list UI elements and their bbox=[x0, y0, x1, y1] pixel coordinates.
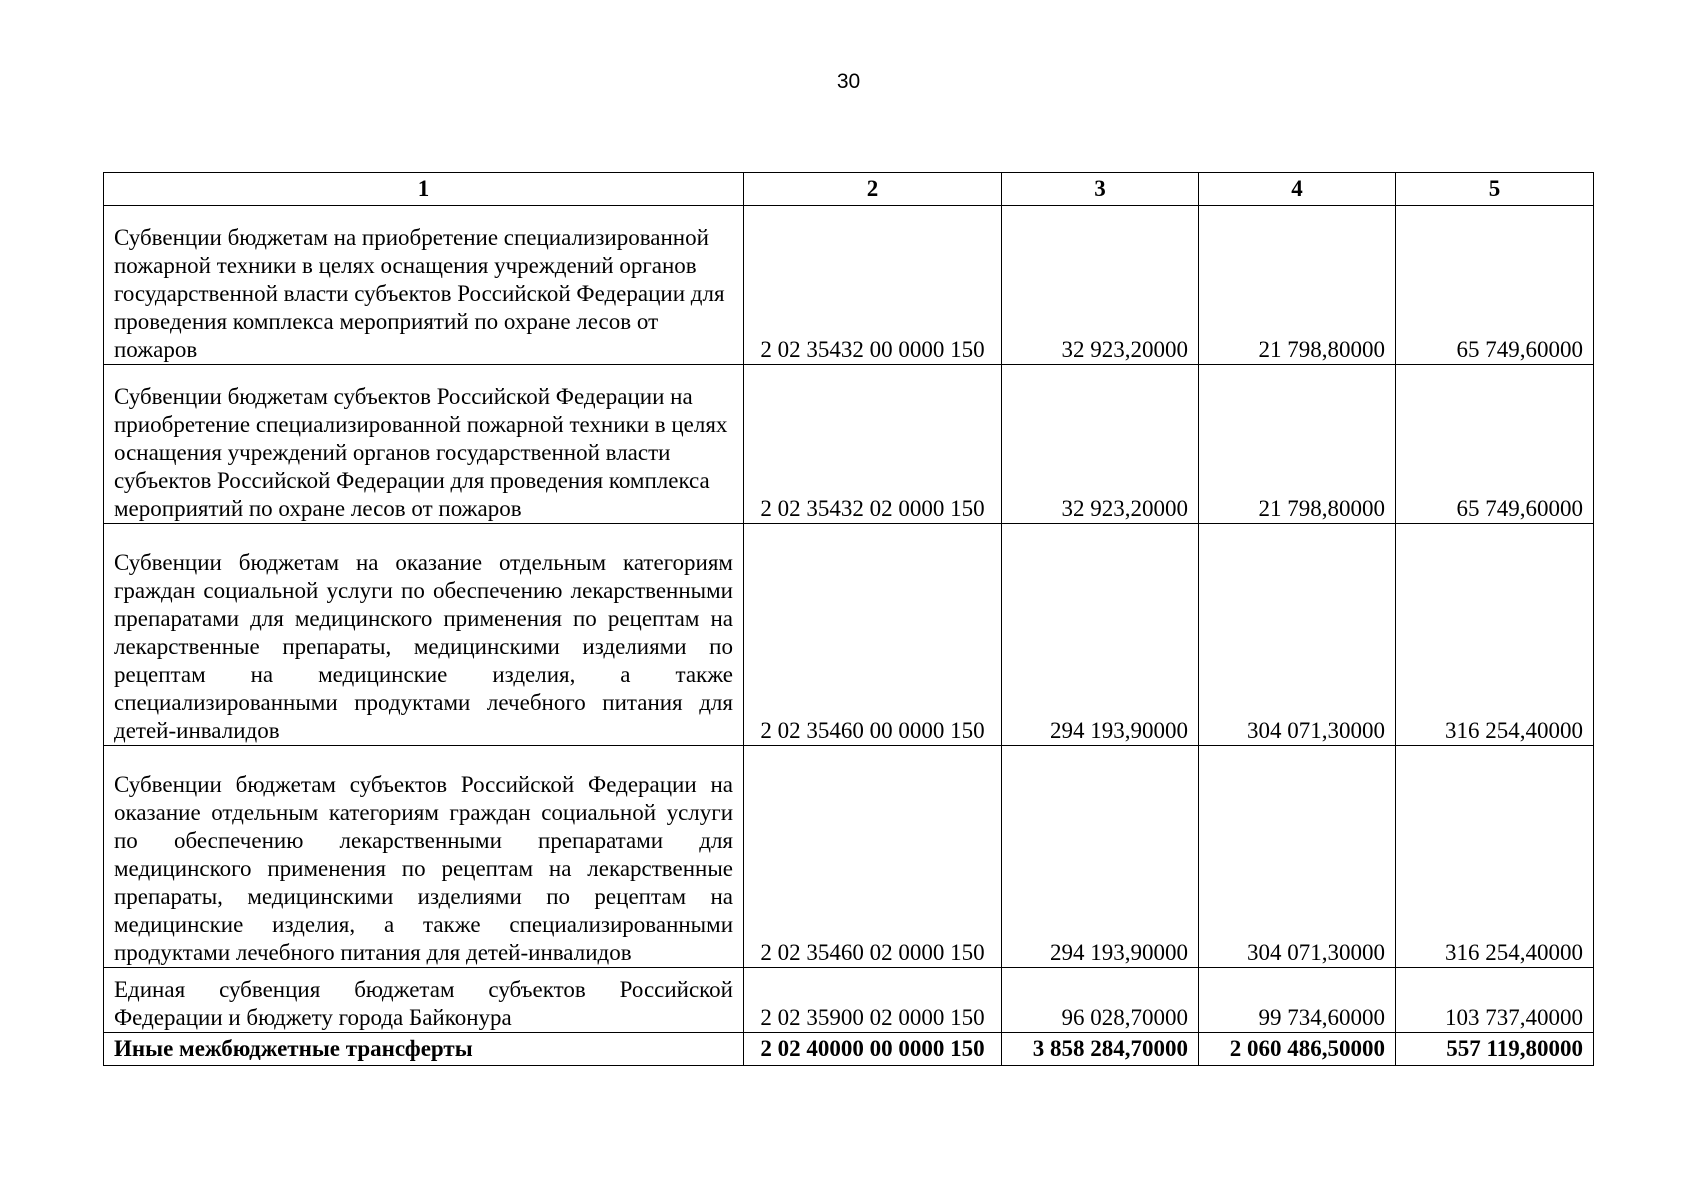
column-header-2: 2 bbox=[744, 173, 1002, 206]
row-value-4: 304 071,30000 bbox=[1199, 524, 1396, 746]
column-header-4: 4 bbox=[1199, 173, 1396, 206]
table-header-row bbox=[104, 173, 1594, 206]
row-name: Субвенции бюджетам на приобретение специализированной пожарной техники в целях оснащения учреждений органов государственной власти субъектов Российской Федерации для проведения комплекса мероприятий по охране лесов от пожаров bbox=[104, 206, 744, 365]
page-number: 30 bbox=[836, 70, 861, 93]
row-name: Субвенции бюджетам субъектов Российской Федерации на приобретение специализированной пожарной техники в целях оснащения учреждений органов государственной власти субъектов Российской Федерации для проведения комплекса мероприятий по охране лесов от пожаров bbox=[104, 365, 744, 524]
table-row bbox=[104, 746, 1594, 968]
row-code: 2 02 35432 02 0000 150 bbox=[744, 365, 1002, 524]
row-value-3: 294 193,90000 bbox=[1002, 524, 1199, 746]
row-value-4: 21 798,80000 bbox=[1199, 206, 1396, 365]
budget-table bbox=[103, 172, 1594, 1066]
row-value-3: 32 923,20000 bbox=[1002, 365, 1199, 524]
column-header-5: 5 bbox=[1396, 173, 1594, 206]
row-value-5: 65 749,60000 bbox=[1396, 365, 1594, 524]
row-value-4: 21 798,80000 bbox=[1199, 365, 1396, 524]
row-code: 2 02 35460 00 0000 150 bbox=[744, 524, 1002, 746]
total-value-5: 557 119,80000 bbox=[1396, 1033, 1594, 1066]
row-value-4: 304 071,30000 bbox=[1199, 746, 1396, 968]
row-name: Субвенции бюджетам субъектов Российской Федерации на оказание отдельным категориям граждан социальной услуги по обеспечению лекарственными препаратами для медицинского применения по рецептам на лекарственные препараты, медицинскими изделиями по рецептам на медицинские изделия, а также специализированными продуктами лечебного питания для детей-инвалидов bbox=[104, 746, 744, 968]
row-value-4: 99 734,60000 bbox=[1199, 968, 1396, 1033]
row-name: Единая субвенция бюджетам субъектов Российской Федерации и бюджету города Байконура bbox=[104, 968, 744, 1033]
total-value-3: 3 858 284,70000 bbox=[1002, 1033, 1199, 1066]
column-header-1: 1 bbox=[104, 173, 744, 206]
total-value-4: 2 060 486,50000 bbox=[1199, 1033, 1396, 1066]
row-name: Субвенции бюджетам на оказание отдельным категориям граждан социальной услуги по обеспечению лекарственными препаратами для медицинского применения по рецептам на лекарственные препараты, медицинскими изделиями по рецептам на медицинские изделия, а также специализированными продуктами лечебного питания для детей-инвалидов bbox=[104, 524, 744, 746]
row-value-5: 103 737,40000 bbox=[1396, 968, 1594, 1033]
table-row bbox=[104, 206, 1594, 365]
total-code: 2 02 40000 00 0000 150 bbox=[744, 1033, 1002, 1066]
row-value-3: 96 028,70000 bbox=[1002, 968, 1199, 1033]
total-name: Иные межбюджетные трансферты bbox=[104, 1033, 744, 1066]
column-header-3: 3 bbox=[1002, 173, 1199, 206]
row-value-3: 32 923,20000 bbox=[1002, 206, 1199, 365]
row-value-3: 294 193,90000 bbox=[1002, 746, 1199, 968]
row-value-5: 316 254,40000 bbox=[1396, 746, 1594, 968]
table-total-row bbox=[104, 1033, 1594, 1066]
table-row bbox=[104, 524, 1594, 746]
row-code: 2 02 35460 02 0000 150 bbox=[744, 746, 1002, 968]
row-code: 2 02 35900 02 0000 150 bbox=[744, 968, 1002, 1033]
table-row bbox=[104, 968, 1594, 1033]
row-value-5: 316 254,40000 bbox=[1396, 524, 1594, 746]
row-code: 2 02 35432 00 0000 150 bbox=[744, 206, 1002, 365]
table-row bbox=[104, 365, 1594, 524]
row-value-5: 65 749,60000 bbox=[1396, 206, 1594, 365]
